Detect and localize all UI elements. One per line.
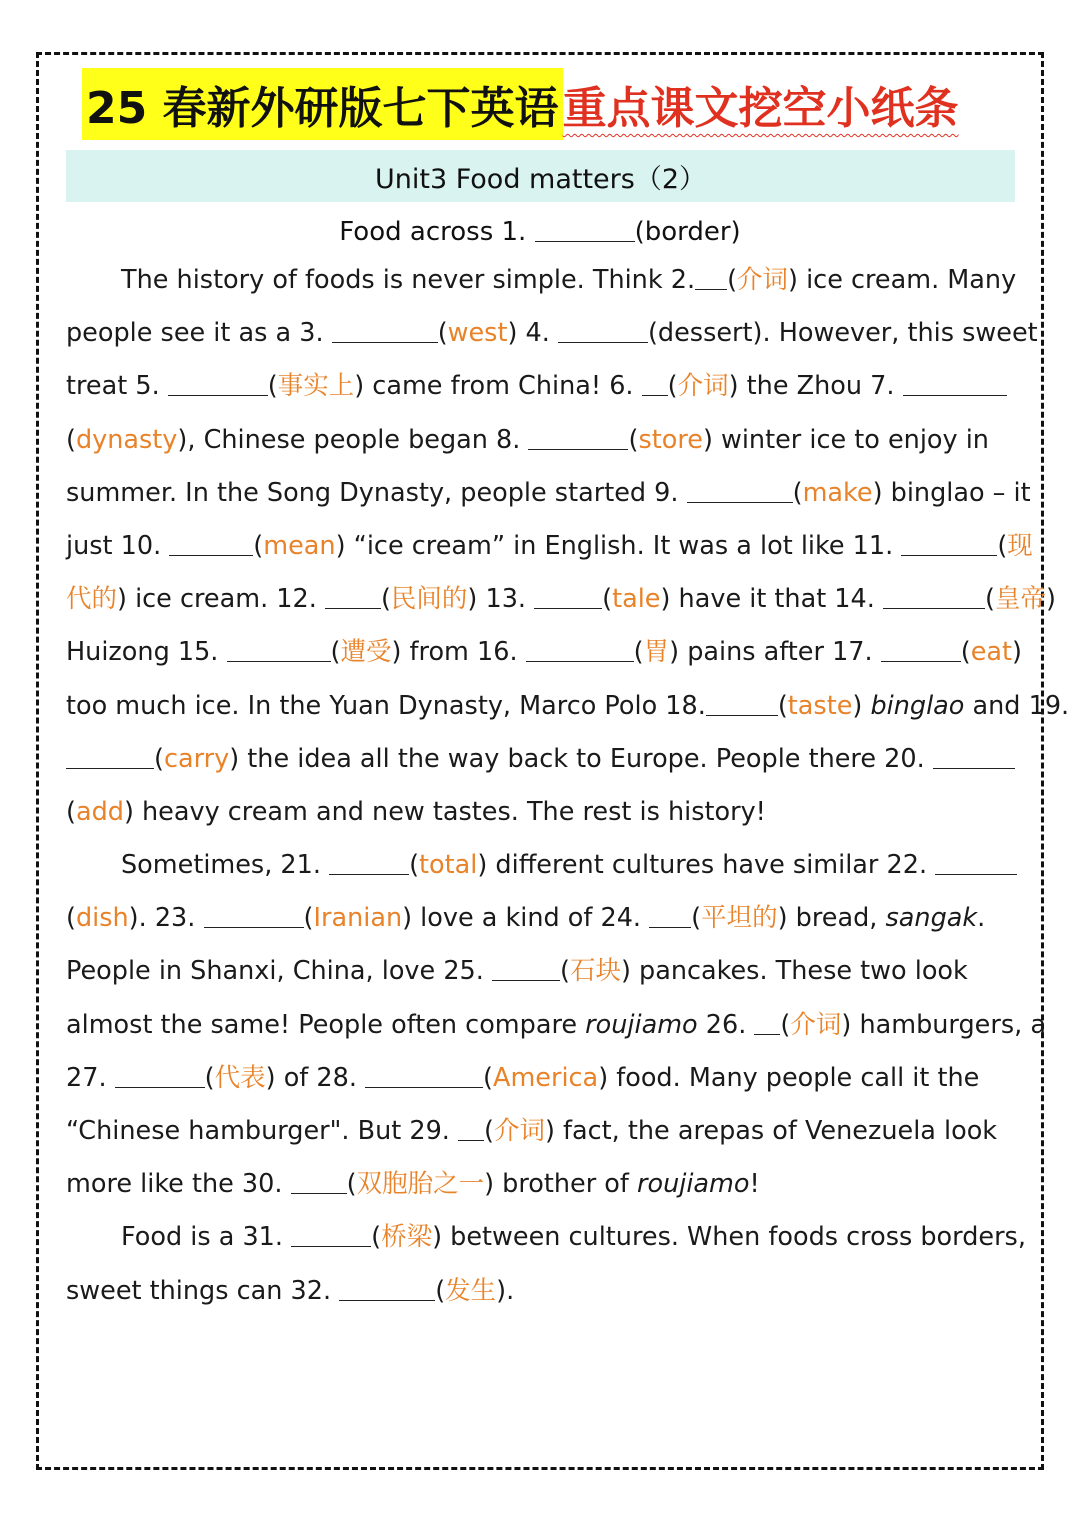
hint-26: 介词: [790, 1009, 842, 1040]
text-run: Huizong 15.: [66, 637, 227, 668]
text-run: people see it as a 3.: [66, 318, 332, 349]
blank-4[interactable]: [558, 316, 648, 343]
text-run: “Chinese hamburger". But 29.: [66, 1116, 459, 1146]
text-run: from 16.: [401, 637, 526, 668]
blank-32[interactable]: [339, 1274, 435, 1301]
text-run: sweet things can 32.: [66, 1275, 340, 1306]
unit-title: Unit3 Food matters（2）: [374, 163, 707, 195]
blank-11[interactable]: [901, 529, 997, 556]
text-line: treat 5. (事实上) came from China! 6. (介词) the Zhou 7.: [66, 360, 1026, 413]
text-run: ice cream. Many: [797, 265, 1017, 295]
text-run: ). 23.: [128, 903, 204, 934]
blank-9[interactable]: [687, 476, 793, 503]
text-line: almost the same! People often compare roujiamo 26. (介词) hamburgers, a: [66, 1009, 1046, 1040]
hint-27: 代表: [214, 1062, 266, 1093]
hint-18: taste: [787, 690, 853, 721]
passage-body: [66, 254, 1070, 1318]
text-run: love a kind of 24.: [412, 903, 650, 934]
text-line: 27. (代表) of 28. (America) food. Many people call it the: [66, 1062, 980, 1093]
text-line: (carry) the idea all the way back to Europe. People there 20.: [66, 733, 1026, 786]
text-run: bread,: [787, 903, 886, 934]
hint-32: 发生: [445, 1275, 497, 1306]
text-line: people see it as a 3. (west) 4. (dessert). However, this sweet: [66, 318, 1038, 349]
passage-heading: [0, 210, 1080, 254]
text-run: summer. In the Song Dynasty, people started 9.: [66, 477, 687, 508]
blank-30[interactable]: [291, 1167, 347, 1194]
hint-10: mean: [263, 530, 336, 561]
hint-11-cont: 代的: [66, 584, 118, 615]
unit-banner: [66, 150, 1015, 202]
text-run: heavy cream and new tastes. The rest is history!: [133, 796, 766, 827]
text-line: sweet things can 32. (发生).: [66, 1275, 515, 1306]
text-run: ice cream. 12.: [126, 584, 325, 615]
hint-11: 现: [1007, 530, 1033, 561]
text-run: the idea all the way back to Europe. People there 20.: [239, 743, 933, 774]
text-run: 27.: [66, 1062, 115, 1093]
text-line: Sometimes, 21. (total) different cultures have similar 22.: [66, 839, 1026, 892]
hint-29: 介词: [493, 1116, 545, 1146]
title-highlighted: 25 春新外研版七下英语: [82, 68, 563, 140]
hint-24: 平坦的: [701, 903, 778, 934]
text-run: 26.: [697, 1009, 755, 1040]
text-line: (dynasty), Chinese people began 8. (store) winter ice to enjoy in: [66, 424, 989, 455]
page-title: [82, 62, 959, 146]
text-run: pancakes. These two look: [630, 956, 968, 987]
text-run: .: [506, 1275, 515, 1306]
text-run: between cultures. When foods cross borders,: [442, 1222, 1026, 1253]
text-run: pains after 17.: [679, 637, 881, 668]
hint-17: eat: [970, 637, 1013, 668]
blank-29[interactable]: [458, 1114, 484, 1141]
text-run: hamburgers, a: [851, 1009, 1046, 1040]
text-line: 代的) ice cream. 12. (民间的) 13. (tale) have it that 14. (皇帝): [66, 584, 1056, 615]
text-line: too much ice. In the Yuan Dynasty, Marco Polo 18. (taste) binglao and 19.: [66, 690, 1070, 721]
blank-15[interactable]: [227, 635, 331, 662]
text-run: just 10.: [66, 530, 170, 561]
hint-19: carry: [163, 743, 230, 774]
hint-22: dish: [75, 903, 129, 934]
blank-21[interactable]: [329, 848, 409, 875]
text-italic: binglao: [870, 690, 965, 721]
blank-20[interactable]: [933, 742, 1015, 769]
title-red: 重点课文挖空小纸条: [562, 83, 959, 134]
text-run: The history of foods is never simple. Think 2.: [121, 265, 696, 295]
text-run: Sometimes, 21.: [121, 850, 330, 881]
hint-15: 遭受: [340, 637, 392, 668]
hint-21: total: [419, 850, 478, 881]
blank-16[interactable]: [526, 635, 634, 662]
text-run: Food is a 31.: [121, 1222, 292, 1253]
text-line: (dish). 23. (Iranian) love a kind of 24. (平坦的) bread, sangak.: [66, 903, 986, 934]
blank-28[interactable]: [365, 1061, 483, 1088]
text-line: (add) heavy cream and new tastes. The rest is history!: [66, 796, 766, 827]
text-line: summer. In the Song Dynasty, people started 9. (make) binglao – it: [66, 477, 1031, 508]
text-line: just 10. (mean) “ice cream” in English. It was a lot like 11. (现: [66, 530, 1033, 561]
text-italic: roujiamo: [585, 1009, 698, 1040]
hint-6: 介词: [677, 371, 729, 402]
blank-22[interactable]: [935, 848, 1017, 875]
text-run: binglao – it: [882, 477, 1031, 508]
text-run: treat 5.: [66, 371, 168, 402]
text-run: ), Chinese people began 8.: [177, 424, 529, 455]
text-run: have it that 14.: [670, 584, 883, 615]
text-run: and 19.: [964, 690, 1070, 721]
hint-13: tale: [612, 584, 661, 615]
text-run: fact, the arepas of Venezuela look: [554, 1116, 998, 1146]
hint-7: dynasty: [75, 424, 178, 455]
blank-24[interactable]: [649, 901, 691, 928]
text-line: Food is a 31. (桥梁) between cultures. When foods cross borders,: [121, 1222, 1026, 1253]
text-run: almost the same! People often compare: [66, 1009, 586, 1040]
text-run: (dessert). However, this sweet: [647, 318, 1038, 349]
text-run: the Zhou 7.: [738, 371, 903, 402]
text-run: .: [977, 903, 986, 934]
text-run: different cultures have similar 22.: [487, 850, 936, 881]
blank-23[interactable]: [204, 901, 304, 928]
hint-20: add: [75, 796, 124, 827]
hint-8: store: [638, 424, 703, 455]
blank-31[interactable]: [291, 1220, 371, 1247]
hint-5: 事实上: [277, 371, 355, 402]
text-run: winter ice to enjoy in: [712, 424, 989, 455]
blank-25[interactable]: [492, 954, 560, 981]
blank-12[interactable]: [325, 582, 381, 609]
hint-16: 胃: [643, 637, 670, 668]
text-line: “Chinese hamburger". But 29. (介词) fact, the arepas of Venezuela look: [66, 1116, 998, 1146]
text-run: “ice cream” in English. It was a lot like 11.: [345, 530, 902, 561]
hint-2: 介词: [737, 265, 789, 295]
text-run: 13.: [477, 584, 535, 615]
text-run: brother of: [494, 1169, 637, 1200]
text-line: The history of foods is never simple. Think 2. (介词) ice cream. Many: [121, 265, 1017, 295]
text-run: food. Many people call it the: [608, 1062, 980, 1093]
hint-30: 双胞胎之一: [356, 1169, 485, 1200]
text-line: Huizong 15. (遭受) from 16. (胃) pains after 17. (eat): [66, 637, 1022, 668]
blank-2[interactable]: [695, 263, 727, 290]
blank-10[interactable]: [169, 529, 253, 556]
text-run: !: [749, 1169, 760, 1200]
hint-14: 皇帝: [994, 584, 1046, 615]
text-italic: sangak: [885, 903, 978, 934]
text-run: 4.: [517, 318, 558, 349]
text-line: more like the 30. (双胞胎之一) brother of roujiamo!: [66, 1169, 760, 1200]
hint-31: 桥梁: [381, 1222, 433, 1253]
hint-28: America: [493, 1062, 599, 1093]
blank-26[interactable]: [754, 1008, 780, 1035]
hint-3: west: [447, 318, 508, 349]
blank-17[interactable]: [881, 635, 961, 662]
text-italic: roujiamo: [636, 1169, 750, 1200]
text-run: came from China! 6.: [364, 371, 642, 402]
blank-27[interactable]: [115, 1061, 205, 1088]
blank-18[interactable]: [706, 689, 778, 716]
blank-19[interactable]: [66, 742, 154, 769]
hint-23: Iranian: [313, 903, 403, 934]
blank-6[interactable]: [642, 369, 668, 396]
text-run: more like the 30.: [66, 1169, 291, 1200]
blank-7[interactable]: [903, 369, 1007, 396]
blank-1[interactable]: [535, 215, 635, 242]
text-run: People in Shanxi, China, love 25.: [66, 956, 492, 987]
blank-5[interactable]: [168, 369, 268, 396]
text-run: of 28.: [275, 1062, 366, 1093]
text-line: People in Shanxi, China, love 25. (石块) pancakes. These two look: [66, 956, 968, 987]
blank-14[interactable]: [883, 582, 985, 609]
hint-25: 石块: [569, 956, 621, 987]
heading-text: Food across 1.: [339, 217, 535, 247]
text-run: too much ice. In the Yuan Dynasty, Marco Polo 18.: [66, 690, 706, 721]
heading-hint: (border): [634, 217, 741, 247]
hint-9: make: [802, 477, 873, 508]
hint-12: 民间的: [390, 584, 468, 615]
blank-3[interactable]: [332, 316, 438, 343]
blank-8[interactable]: [528, 423, 628, 450]
blank-13[interactable]: [534, 582, 602, 609]
